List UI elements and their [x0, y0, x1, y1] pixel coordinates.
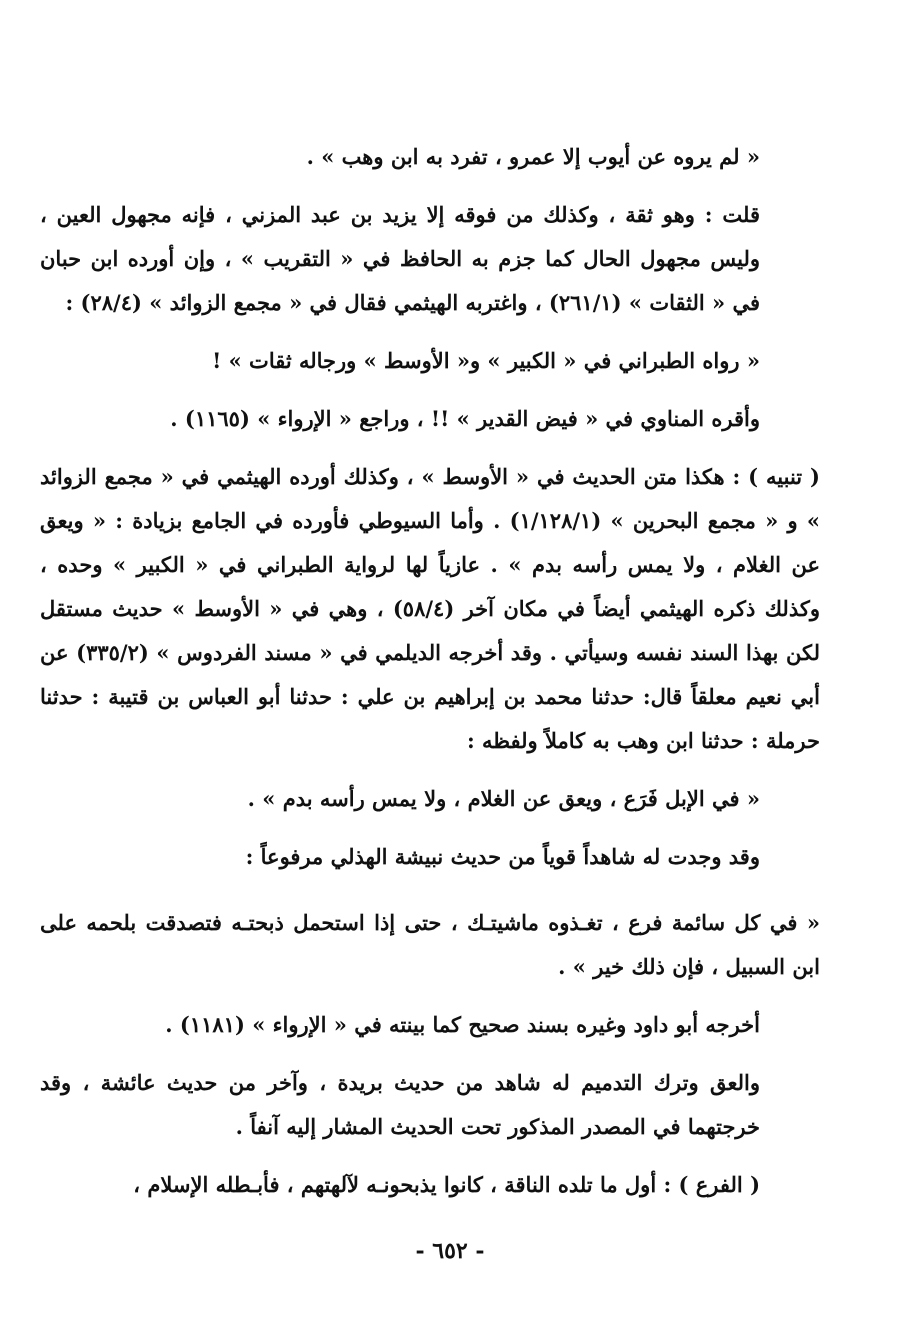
paragraph-definition: ( الفرع ) : أول ما تلده الناقة ، كانوا يذبحونـه لآلهتهم ، فأبـطله الإسلام ،: [133, 1172, 760, 1197]
paragraph-quote-3: « في الإبل فَرَع ، ويعق عن الغلام ، ولا يمس رأسه بدم » .: [247, 786, 760, 811]
paragraph-quote-1: « لم يروه عن أيوب إلا عمرو ، تفرد به ابن وهب » .: [306, 144, 760, 169]
paragraph-takhrij: أخرجه أبو داود وغيره بسند صحيح كما بينته في « الإرواء » (١١٨١) .: [165, 1012, 760, 1037]
page-number: - ٦٥٢ -: [415, 1238, 485, 1264]
paragraph-witness: وقد وجدت له شاهداً قوياً من حديث نبيشة الهذلي مرفوعاً :: [245, 844, 760, 869]
paragraph-note: ( تنبيه ) : هكذا متن الحديث في « الأوسط » ، وكذلك أورده الهيثمي في « مجمع الزوائد » و « مجمع البحرين » (١/١٢٨/١) . وأما السيوطي فأورده في الجامع بزيادة : « ويعق عن الغلام ، ولا يمس رأسه بدم » . عازياً لها لرواية الطبراني في « الكبير » وحده ، وكذلك ذكره الهيثمي أيضاً في مكان آخر (٥٨/٤) ، وهي في « الأوسط » حديث مستقل لكن بهذا السند نفسه وسيأتي . وقد أخرجه الديلمي في « مسند الفردوس » (٣٣٥/٢) عن أبي نعيم معلقاً قال: حدثنا محمد بن إبراهيم بن علي : حدثنا أبو العباس بن قتيبة : حدثنا حرملة : حدثنا ابن وهب به كاملاً ولفظه :: [40, 464, 820, 753]
paragraph-aqiqa: والعق وترك التدميم له شاهد من حديث بريدة ، وآخر من حديث عائشة ، وقد خرجتهما في المصدر المذكور تحت الحديث المشار إليه آنفاً .: [40, 1070, 760, 1139]
page-body: [40, 135, 820, 1207]
paragraph-munawi: وأقره المناوي في « فيض القدير » !! ، وراجع « الإرواء » (١١٦٥) .: [170, 406, 760, 431]
paragraph-comment: قلت : وهو ثقة ، وكذلك من فوقه إلا يزيد بن عبد المزني ، فإنه مجهول العين ، وليس مجهول الحال كما جزم به الحافظ في « التقريب » ، وإن أورده ابن حبان في « الثقات » (٢٦١/١) ، واغتربه الهيثمي فقال في « مجمع الزوائد » (٢٨/٤) :: [40, 202, 760, 315]
paragraph-quote-4: « في كل سائمة فرع ، تغـذوه ماشيتـك ، حتى إذا استحمل ذبحتـه فتصدقت بلحمه على ابن السبيل ، فإن ذلك خير » .: [40, 910, 820, 979]
paragraph-quote-2: « رواه الطبراني في « الكبير » و« الأوسط » ورجاله ثقات » !: [212, 348, 760, 373]
